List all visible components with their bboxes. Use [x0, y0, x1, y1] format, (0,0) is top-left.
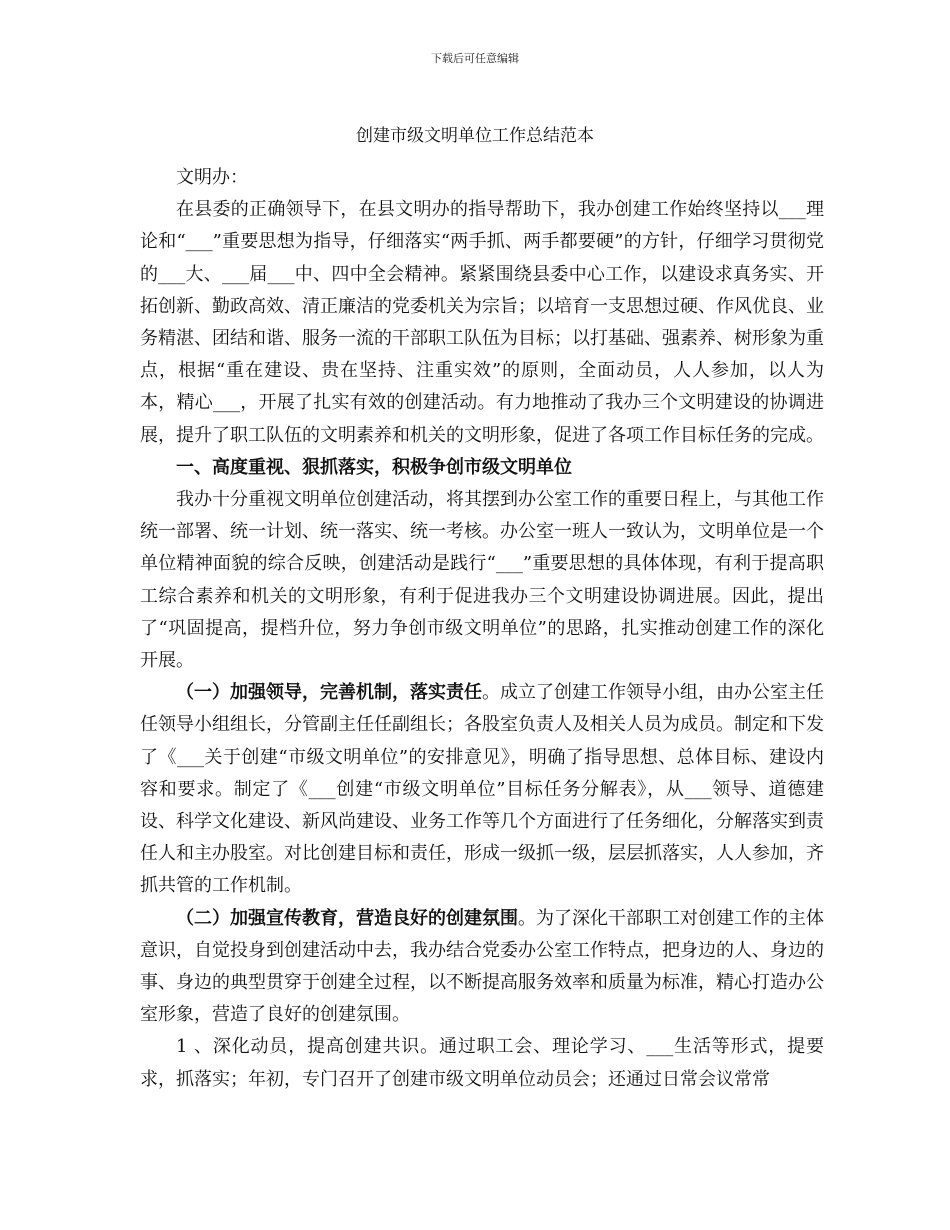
subsection-1-paragraph — [140, 677, 824, 902]
salutation: 文明办： — [176, 167, 248, 188]
subsection-2-paragraph — [140, 903, 824, 1032]
list-item-1: 1 、深化动员，提高创建共识。通过职工会、理论学习、___生活等形式，提要求，抓落实；年初，专门召开了创建市级文明单位动员会；还通过日常会议常常 — [140, 1036, 824, 1090]
subsection-2-lead: （二）加强宣传教育，营造良好的创建氛围 — [176, 907, 518, 929]
subsection-1-lead: （一）加强领导，完善机制，落实责任 — [176, 682, 482, 704]
document-body — [140, 162, 824, 1096]
document-title: 创建市级文明单位工作总结范本 — [356, 126, 594, 146]
intro-paragraph: 在县委的正确领导下，在县文明办的指导帮助下，我办创建工作始终坚持以___理论和“___”重要思想为指导，仔细落实“两手抓、两手都要硬”的方针，仔细学习贯彻党的___大、___届___中、四中全会精神。紧紧围绕县委中心工作，以建设求真务实、开拓创新、勤政高效、清正廉洁的党委机关为宗旨；以培育一支思想过硬、作风优良、业务精湛、团结和谐、服务一流的干部职工队伍为目标；以打基础、强素养、树形象为重点，根据“重在建设、贵在坚持、注重实效”的原则，全面动员，人人参加，以人为本，精心___，开展了扎实有效的创建活动。有力地推动了我办三个文明建设的协调进展，提升了职工队伍的文明素养和机关的文明形象，促进了各项工作目标任务的完成。 — [140, 199, 824, 446]
page-header: 下载后可任意编辑 — [431, 52, 519, 65]
section-heading-1: 一、高度重视、狠抓落实，积极争创市级文明单位 — [176, 456, 572, 478]
section-1-paragraph: 我办十分重视文明单位创建活动，将其摆到办公室工作的重要日程上，与其他工作统一部署、统一计划、统一落实、统一考核。办公室一班人一致认为，文明单位是一个单位精神面貌的综合反映，创建活动是践行“___”重要思想的具体体现，有利于提高职工综合素养和机关的文明形象，有利于促进我办三个文明建设协调进展。因此，提出了“巩固提高，提档升位，努力争创市级文明单位”的思路，扎实推动创建工作的深化开展。 — [140, 489, 824, 672]
subsection-2-body: 。为了深化干部职工对创建工作的主体意识，自觉投身到创建活动中去，我办结合党委办公室工作特点，把身边的人、身边的事、身边的典型贯穿于创建全过程，以不断提高服务效率和质量为标准，精心打造办公室形象，营造了良好的创建氛围。 — [140, 907, 824, 1026]
subsection-1-body: 。成立了创建工作领导小组，由办公室主任任领导小组组长，分管副主任任副组长；各股室负责人及相关人员为成员。制定和下发了《___关于创建“市级文明单位”的安排意见》，明确了指导思想、总体目标、建设内容和要求。制定了《___创建“市级文明单位”目标任务分解表》，从___领导、道德建设、科学文化建设、新风尚建设、业务工作等几个方面进行了任务细化，分解落实到责任人和主办股室。对比创建目标和责任，形成一级抓一级，层层抓落实，人人参加，齐抓共管的工作机制。 — [140, 682, 824, 897]
